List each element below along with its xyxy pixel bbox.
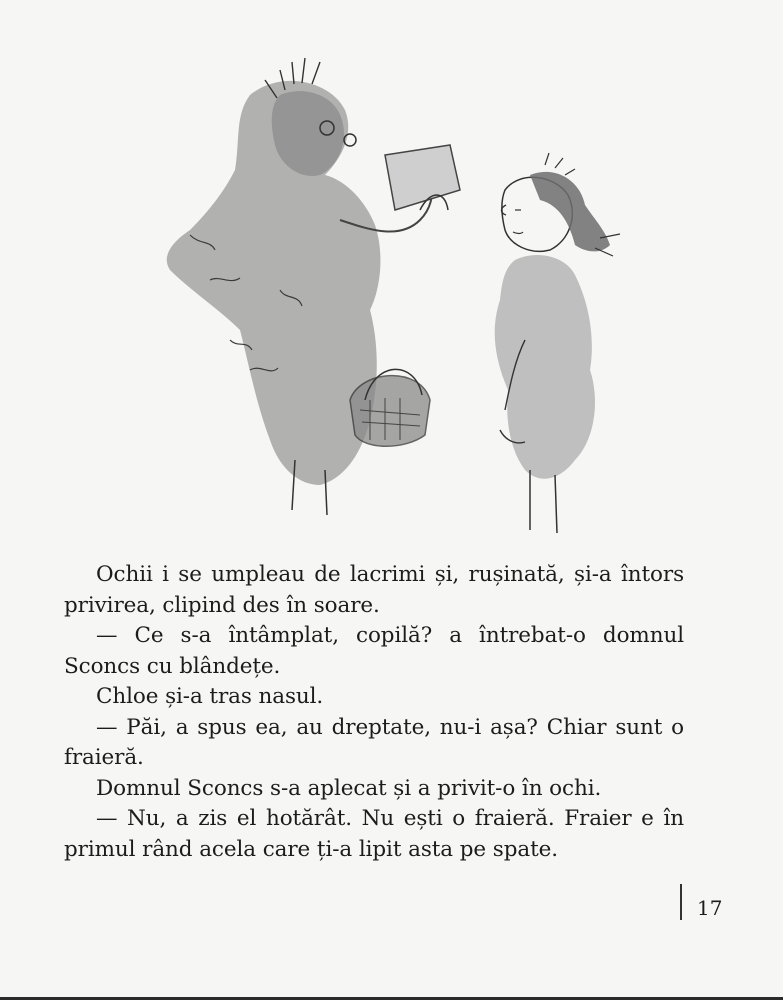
paragraph: Ochii i se umpleau de lacrimi și, rușinată, și-a întors privirea, clipind des în soare. bbox=[64, 562, 684, 618]
page-number-divider bbox=[680, 884, 682, 920]
paragraph: Domnul Sconcs s-a aplecat și a privit-o în ochi. bbox=[96, 775, 602, 801]
body-text bbox=[64, 560, 684, 865]
paragraph: Chloe și-a tras nasul. bbox=[96, 684, 324, 709]
paragraph: — Ce s-a întâmplat, copilă? a întrebat-o domnul Sconcs cu blândețe. bbox=[64, 623, 684, 679]
illustration-man-and-girl-icon bbox=[130, 40, 650, 540]
paragraph: — Păi, a spus ea, au dreptate, nu-i așa? Chiar sunt o fraieră. bbox=[64, 714, 684, 770]
paragraph: — Nu, a zis el hotărât. Nu ești o fraieră. Fraier e în primul rând acela care ți-a lipit asta pe spate. bbox=[64, 806, 684, 862]
page-number: 17 bbox=[697, 896, 723, 920]
